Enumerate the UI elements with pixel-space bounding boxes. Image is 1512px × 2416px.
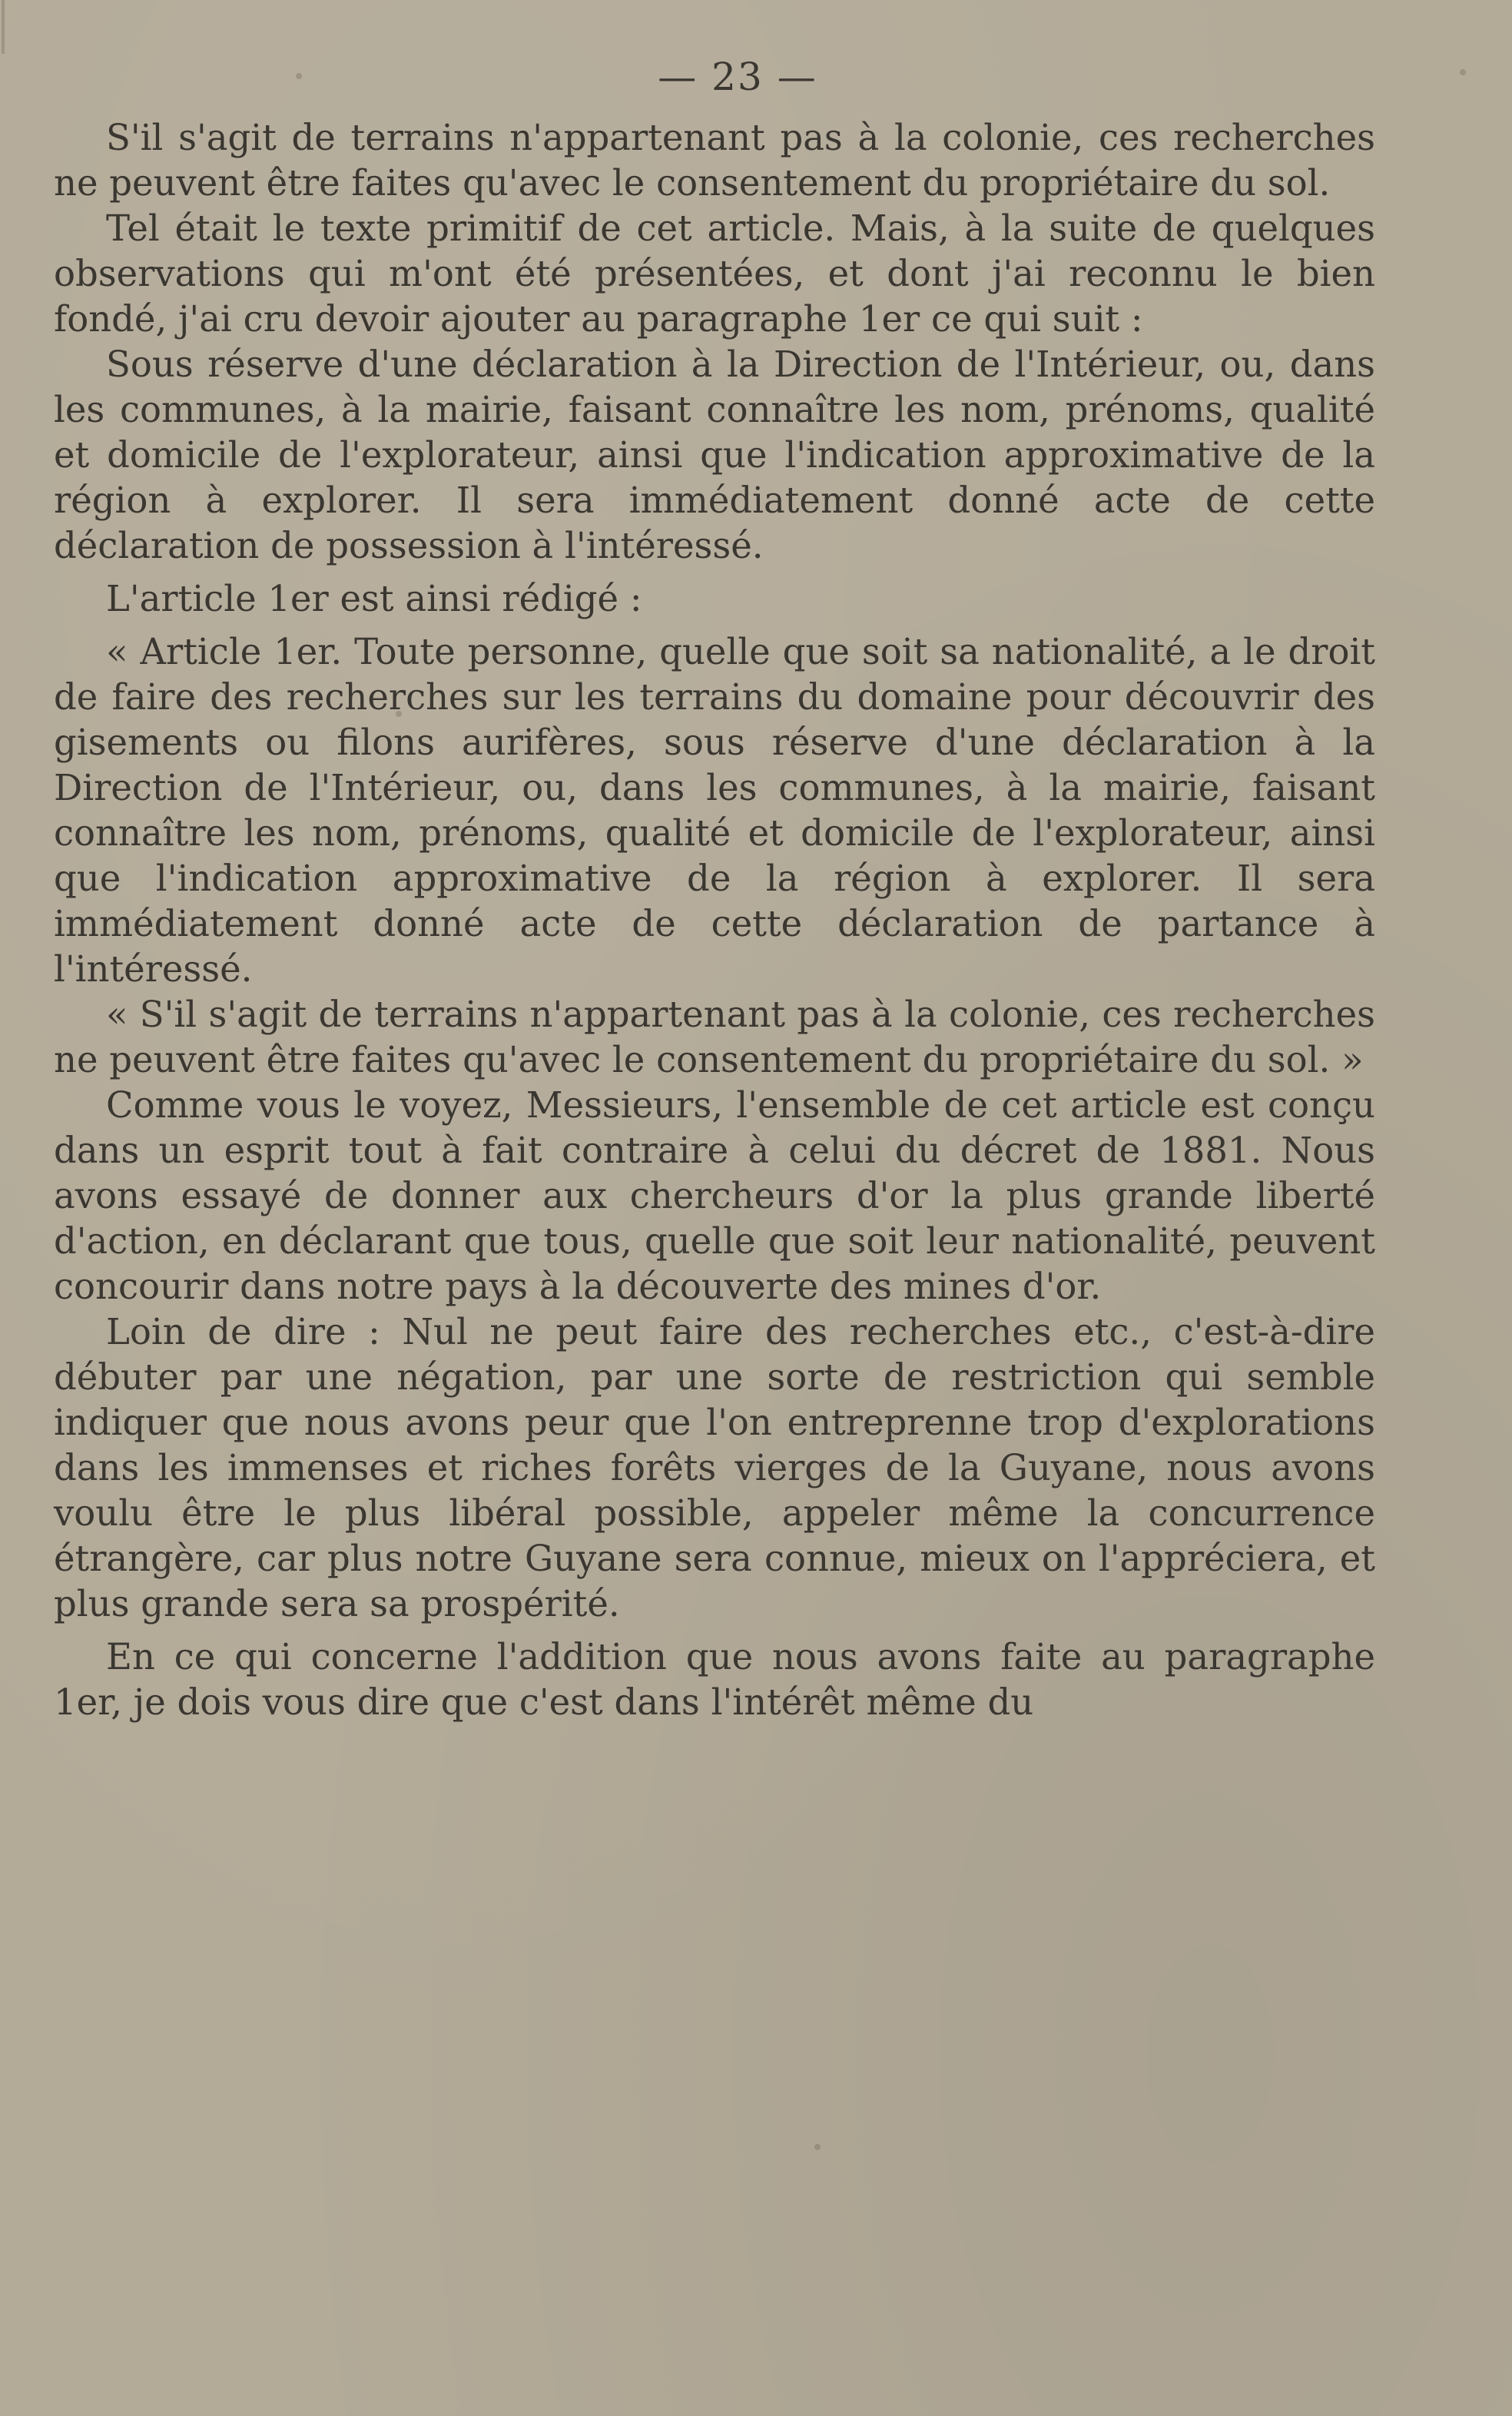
- paragraph-1: S'il s'agit de terrains n'appartenant pas à la colonie, ces recherches ne peuvent être faites qu'avec le consentement du propriétaire du sol.: [54, 117, 1375, 204]
- document-page: [54, 46, 1375, 1725]
- paragraph-9: En ce qui concerne l'addition que nous avons faite au paragraphe 1er, je dois vous dire que c'est dans l'intérêt même du: [54, 1636, 1375, 1723]
- paragraph-3: Sous réserve d'une déclaration à la Direction de l'Intérieur, ou, dans les communes, à la mairie, faisant connaître les nom, prénoms, qualité et domicile de l'explorateur, ainsi que l'indication approximative de la région à explorer. Il sera immédiatement donné acte de cette déclaration de possession à l'intéressé.: [54, 343, 1375, 566]
- paragraph-2: Tel était le texte primitif de cet article. Mais, à la suite de quelques observations qui m'ont été présentées, et dont j'ai reconnu le bien fondé, j'ai cru devoir ajouter au paragraphe 1er ce qui suit :: [54, 207, 1375, 340]
- paragraph-6: « S'il s'agit de terrains n'appartenant pas à la colonie, ces recherches ne peuvent être faites qu'avec le consentement du propriétaire du sol. »: [54, 994, 1375, 1080]
- paragraph-5: « Article 1er. Toute personne, quelle que soit sa nationalité, a le droit de faire des recherches sur les terrains du domaine pour découvrir des gisements ou filons aurifères, sous réserve d'une déclaration à la Direction de l'Intérieur, ou, dans les communes, à la mairie, faisant connaître les nom, prénoms, qualité et domicile de l'explorateur, ainsi que l'indication approximative de la région à explorer. Il sera immédiatement donné acte de cette déclaration de partance à l'intéressé.: [54, 631, 1375, 990]
- paper-speck: [814, 2144, 821, 2150]
- page-number: — 23 —: [658, 55, 817, 99]
- page-edge-mark: [2, 0, 5, 54]
- paragraph-4: L'article 1er est ainsi rédigé :: [106, 578, 642, 619]
- paragraph-8: Loin de dire : Nul ne peut faire des recherches etc., c'est-à-dire débuter par une négation, par une sorte de restriction qui semble indiquer que nous avons peur que l'on entreprenne trop d'explorations dans les immenses et riches forêts vierges de la Guyane, nous avons voulu être le plus libéral possible, appeler même la concurrence étrangère, car plus notre Guyane sera connue, mieux on l'appréciera, et plus grande sera sa prospérité.: [54, 1311, 1375, 1624]
- paragraph-7: Comme vous le voyez, Messieurs, l'ensemble de cet article est conçu dans un esprit tout à fait contraire à celui du décret de 1881. Nous avons essayé de donner aux chercheurs d'or la plus grande liberté d'action, en déclarant que tous, quelle que soit leur nationalité, peuvent concourir dans notre pays à la découverte des mines d'or.: [54, 1084, 1375, 1307]
- paper-speck: [1460, 69, 1466, 75]
